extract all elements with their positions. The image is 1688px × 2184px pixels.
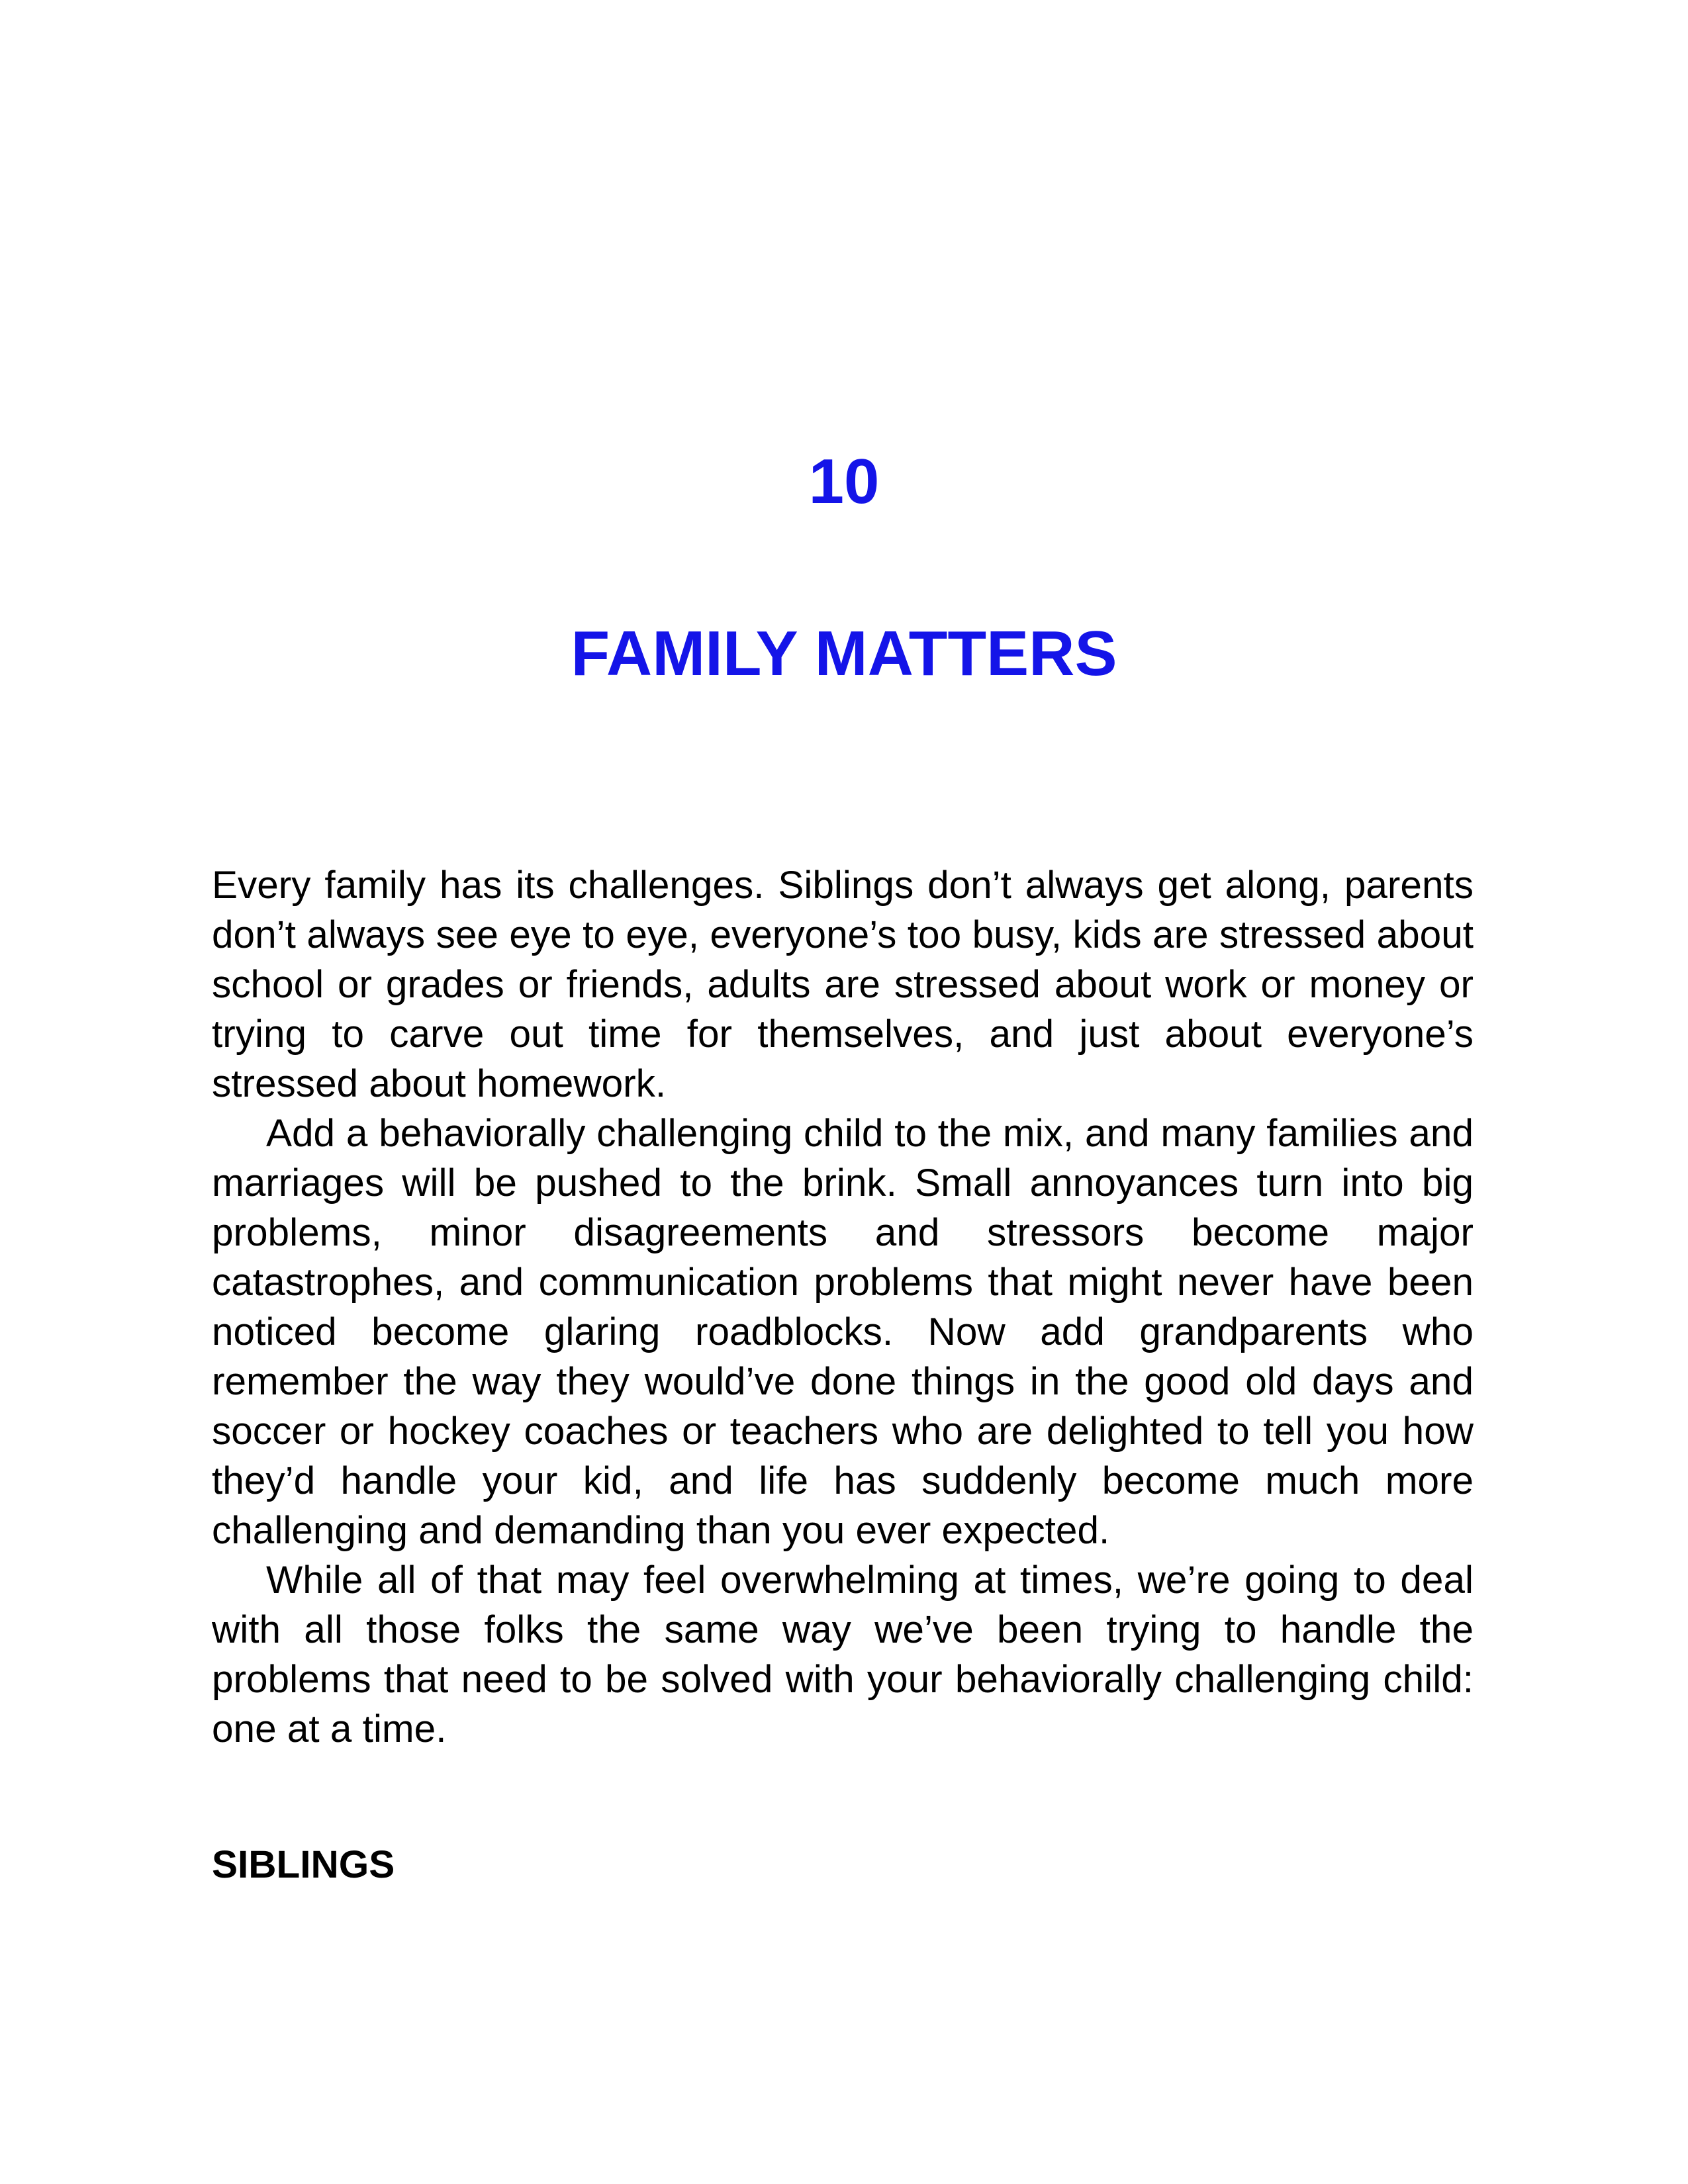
chapter-title: FAMILY MATTERS	[571, 618, 1117, 689]
section-heading-siblings: SIBLINGS	[212, 1843, 395, 1886]
chapter-body	[212, 860, 1474, 1754]
paragraph-one-at-a-time: While all of that may feel overwhelming at times, we’re going to deal with all those folks the same way we’ve been trying to handle the problems that need to be solved with your behaviorally challenging child: one at a time.	[212, 1559, 1474, 1751]
chapter-number: 10	[808, 446, 880, 517]
paragraph-intro: Every family has its challenges. Siblings don’t always get along, parents don’t always see eye to eye, everyone’s too busy, kids are stressed about school or grades or friends, adults are stressed about work or money or trying to carve out time for themselves, and just about everyone’s stressed about homework.	[212, 864, 1474, 1105]
paragraph-challenging-child: Add a behaviorally challenging child to the mix, and many families and marriages will be pushed to the brink. Small annoyances turn into big problems, minor disagreements and stressors become major catastrophes, and communication problems that might never have been noticed become glaring roadblocks. Now add grandparents who remember the way they would’ve done things in the good old days and soccer or hockey coaches or teachers who are delighted to tell you how they’d handle your kid, and life has suddenly become much more challenging and demanding than you ever expected.	[212, 1112, 1474, 1552]
